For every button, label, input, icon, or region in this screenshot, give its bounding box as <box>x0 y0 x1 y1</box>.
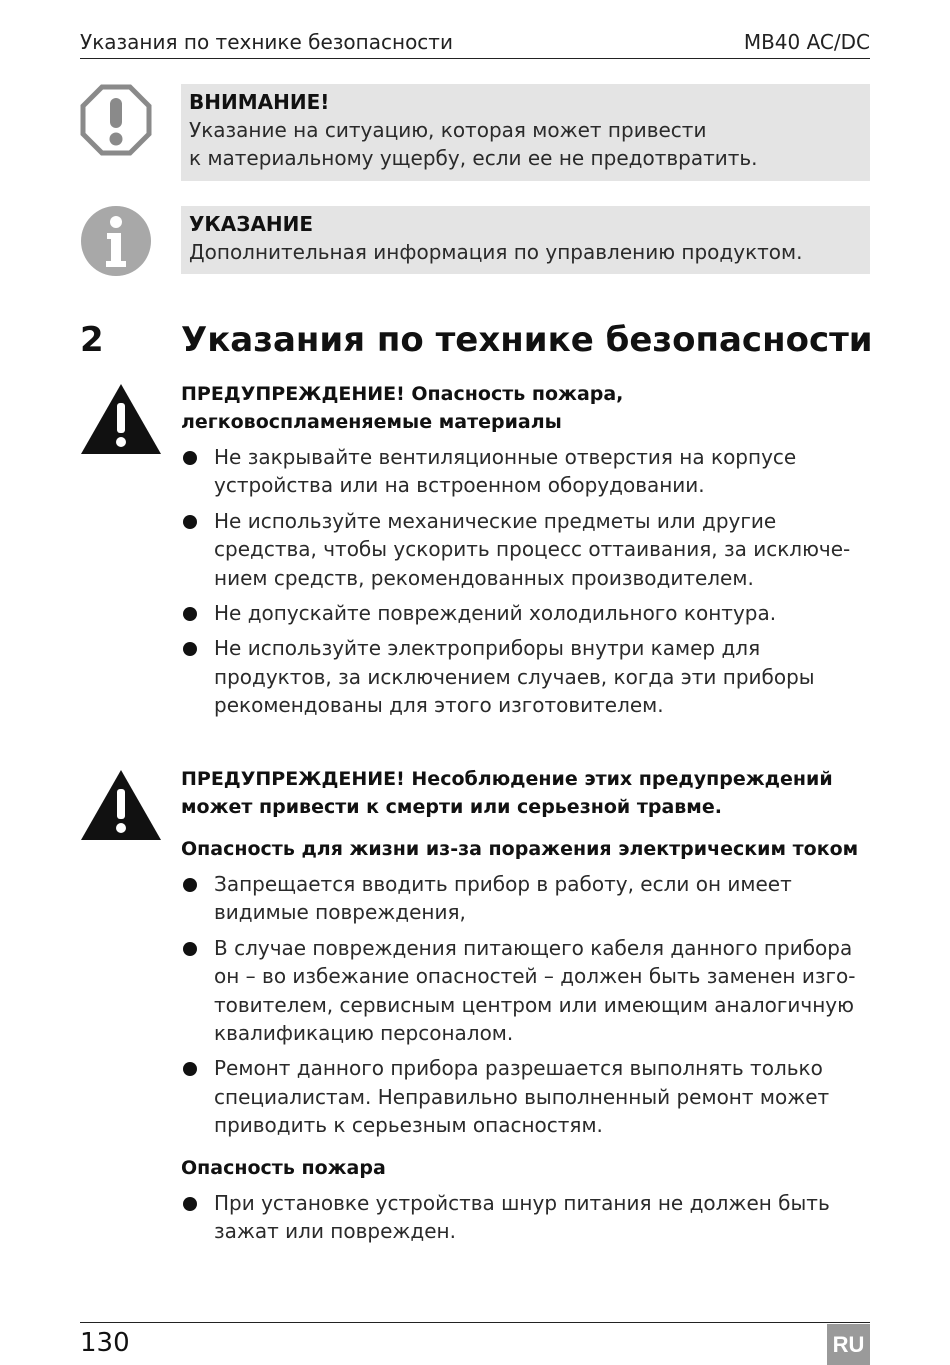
list-item: При установке устройства шнур питания не должен быть зажат или поврежден. <box>181 1189 871 1246</box>
warning-title-line: ПРЕДУПРЕЖДЕНИЕ! Опасность пожара, <box>181 383 624 405</box>
page-number: 130 <box>80 1328 130 1358</box>
language-badge: RU <box>827 1324 870 1365</box>
warning-title-line: ПРЕДУПРЕЖДЕНИЕ! Несоблюдение этих предупреждений <box>181 768 833 790</box>
bullet-list <box>181 1189 871 1246</box>
warning-fire-materials <box>181 380 871 720</box>
bullet-icon <box>183 1062 197 1076</box>
list-item: Не допускайте повреждений холодильного контура. <box>181 599 871 627</box>
notice-info <box>181 206 870 274</box>
warning-triangle-icon <box>80 383 162 455</box>
bullet-icon <box>183 451 197 465</box>
bullet-icon <box>183 878 197 892</box>
warning-title-line: легковоспламеняемые материалы <box>181 411 562 433</box>
list-item: Ремонт данного прибора разрешается выполнять только специалистам. Неправильно выполненный ремонт может приводить к серьезным опасностям. <box>181 1054 871 1139</box>
list-item: Не используйте электроприборы внутри камер для продуктов, за исключением случаев, когда эти приборы рекомендованы для этого изготовителем. <box>181 634 871 719</box>
section-title: Указания по технике безопасности <box>181 320 873 360</box>
list-item: Запрещается вводить прибор в работу, если он имеет видимые повреждения, <box>181 870 871 927</box>
header-divider <box>80 58 870 59</box>
bullet-list <box>181 870 871 1140</box>
list-item: Не используйте механические предметы или другие средства, чтобы ускорить процесс оттаивания, за исключе- нием средств, рекомендованных производителем. <box>181 507 871 592</box>
notice-line: Дополнительная информация по управлению продуктом. <box>189 240 803 264</box>
bullet-icon <box>183 642 197 656</box>
list-item: В случае повреждения питающего кабеля данного прибора он – во избежание опасностей – должен быть заменен изго- товителем, сервисным центром или имеющим аналогичную квалификацию персоналом. <box>181 934 871 1048</box>
notice-title: УКАЗАНИЕ <box>189 212 314 236</box>
running-header-title: Указания по технике безопасности <box>80 30 453 54</box>
bullet-icon <box>183 1197 197 1211</box>
bullet-icon <box>183 942 197 956</box>
attention-octagon-icon <box>80 84 152 156</box>
notice-line: к материальному ущербу, если ее не предотвратить. <box>189 146 758 170</box>
subheading-fire: Опасность пожара <box>181 1156 386 1179</box>
info-icon <box>80 205 152 277</box>
notice-attention <box>181 84 870 181</box>
section-number: 2 <box>80 320 104 360</box>
bullet-icon <box>183 515 197 529</box>
list-item: Не закрывайте вентиляционные отверстия на корпусе устройства или на встроенном оборудовании. <box>181 443 871 500</box>
warning-title-line: может привести к смерти или серьезной травме. <box>181 796 722 818</box>
bullet-list <box>181 443 871 720</box>
warning-death-injury <box>181 765 871 1245</box>
notice-title: ВНИМАНИЕ! <box>189 90 330 114</box>
bullet-icon <box>183 607 197 621</box>
warning-triangle-icon <box>80 769 162 841</box>
running-header-model: MB40 AC/DC <box>743 30 870 54</box>
footer-divider <box>80 1322 870 1323</box>
notice-line: Указание на ситуацию, которая может привести <box>189 118 707 142</box>
subheading-electric-shock: Опасность для жизни из-за поражения электрическим током <box>181 838 859 860</box>
